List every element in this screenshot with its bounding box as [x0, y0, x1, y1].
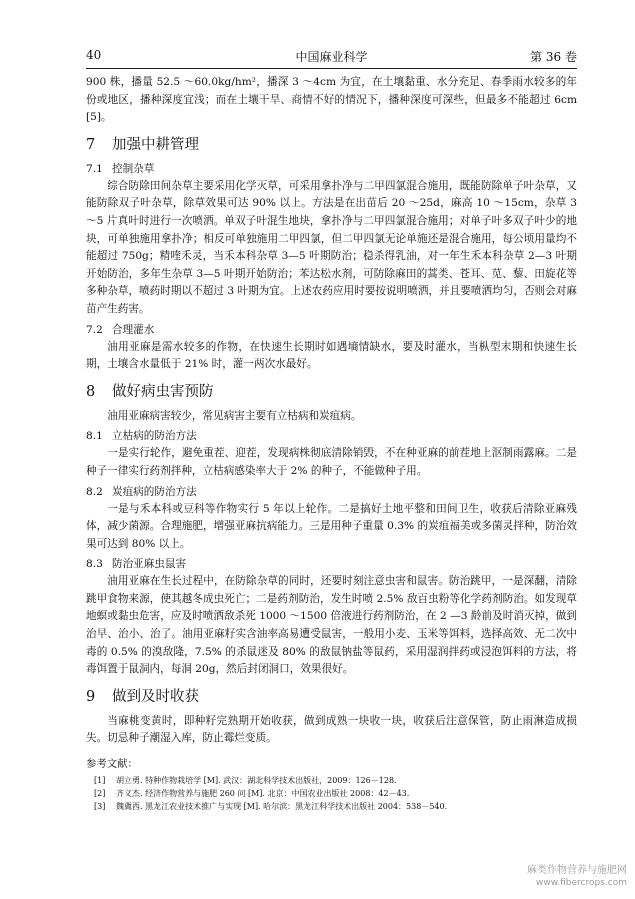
subsection-number: 8.3: [86, 558, 103, 571]
journal-title: 中国麻业科学: [295, 50, 368, 64]
section-title: 加强中耕管理: [112, 136, 199, 153]
subsection-number: 8.2: [86, 485, 103, 498]
references-title: 参考文献：: [86, 758, 138, 771]
reference-number: [3]: [94, 802, 106, 812]
watermark-site-name: 麻类作物营养与施肥网: [527, 865, 627, 876]
references: [86, 756, 577, 813]
body-paragraph: 一是与禾本科或豆科等作物实行 5 年以上轮作。二是搞好土地平整和田间卫生，收获后清除亚麻残体，减少菌源。合理施肥，增强亚麻抗病能力。三是用种子重量 0.3% 的炭疽福美或多菌灵拌种，防治效果可达到 80% 以上。: [86, 502, 577, 550]
subsection-title: 立枯病的防治方法: [112, 430, 197, 443]
section-heading: [86, 687, 577, 707]
body-paragraph: 当麻桃变黄时，即种籽完熟期开始收获，做到成熟一块收一块，收获后注意保管，防止雨淋造成损失。切忌种子潮湿入库，防止霉烂变质。: [86, 714, 577, 745]
reference-item: [86, 774, 577, 787]
volume-label: 第 36 卷: [530, 50, 577, 64]
section-heading: [86, 382, 577, 402]
reference-number: [2]: [94, 789, 106, 799]
body-paragraph: 油用亚麻在生长过程中，在防除杂草的同时，还要时刻注意虫害和鼠害。防治跳甲，一是深翻，清除跳甲食物来源，使其越冬成虫死亡；二是药剂防治，发生时喷 2.5% 敌百虫粉等化学药剂防治。如发现草地螟或黏虫危害，应及时喷洒敌杀死 1000 ～1500 倍液进行药剂防治，在 2 —3 龄前及时消灭掉，做到治早、治小、治了。油用亚麻籽实含油率高易遭受鼠害，一般用小麦、玉米等饵料，选择高效、无二次中毒的 0.5% 的溴敌隆，7.5% 的杀鼠迷及 80% 的敌鼠钠盐等鼠药，采用湿润拌药或浸泡饵料的方法，将毒饵置于鼠洞内，每洞 20g，然后封闭洞口，效果很好。: [86, 575, 577, 676]
subsection-number: 7.1: [86, 162, 103, 175]
section-number: 7: [86, 136, 96, 153]
section-number: 8: [86, 383, 96, 400]
reference-text: 胡立勇. 特种作物栽培学 [M]. 武汉：湖北科学技术出版社，2009：126－128.: [116, 776, 397, 786]
subsection-title: 炭疽病的防治方法: [112, 485, 197, 498]
reference-item: [86, 800, 577, 813]
section-title: 做好病虫害预防: [112, 383, 214, 400]
article-body: [86, 74, 577, 813]
subsection-heading: [86, 322, 577, 338]
reference-text: 齐义杰. 经济作物营养与施肥 260 问 [M]. 北京：中国农业出版社 2008：42－43.: [116, 789, 410, 799]
page-number: 40: [86, 48, 102, 62]
reference-list: [86, 774, 577, 813]
subsection-title: 防治亚麻虫鼠害: [112, 558, 187, 571]
section-title: 做到及时收获: [112, 688, 199, 705]
intro-paragraph: 900 株，播量 52.5 ～60.0kg/hm²，播深 3 ～4cm 为宜，在土壤黏重、水分充足、春季雨水较多的年份或地区，播种深度宜浅；而在土壤干旱、商情不好的情况下，播种深度可深些，但最多不能超过 6cm [5]。: [86, 76, 577, 124]
watermark: [507, 864, 627, 889]
subsection-title: 控制杂草: [112, 162, 155, 175]
subsection-title: 合理灌水: [112, 323, 155, 336]
body-paragraph: 油用亚麻是需水较多的作物，在快速生长期时如遇墒情缺水，要及时灌水，当枞型末期和快速生长期，土壤含水量低于 21% 时，灌一两次水最好。: [86, 340, 577, 371]
reference-item: [86, 787, 577, 800]
body-paragraph: 一是实行轮作，避免重茬、迎茬，发现病株彻底清除销毁，不在种亚麻的前茬地上沤制雨露麻。二是种子一律实行药剂拌种，立枯病感染率大于 2% 的种子，不能做种子用。: [86, 447, 577, 477]
subsection-heading: [86, 161, 577, 177]
body-paragraph: 综合防除田间杂草主要采用化学灭草，可采用拿扑净与二甲四氯混合施用，既能防除单子叶杂草，又能防除双子叶杂草，除草效果可达 90% 以上。方法是在出苗后 20 ～25d，麻高 10 ～15cm，杂草 3 ～5 片真叶时进行一次喷洒。单双子叶混生地块，拿扑净与二甲四氯混合施用；对单子叶多双子叶少的地块，可单独施用拿扑净；相反可单独施用二甲四氯，但二甲四氯无论单施还是混合施用，每公顷用量均不能超过 750g；精喹禾灵，当禾本科杂草 3—5 叶期防治；稳杀得乳油，对一年生禾本科杂草 2—3 叶期开始防治，多年生杂草 3—5 叶期开始防治；苯达松水剂，可防除麻田的蒿类、苍耳、苋、藜、田旋花等多种杂草，喷药时期以不超过 3 叶期为宜。上述农药应用时要按说明喷洒，并且要喷洒均匀，否则会对麻苗产生药害。: [86, 179, 577, 315]
subsection-number: 7.2: [86, 323, 103, 336]
header-rule: [86, 68, 577, 69]
section-number: 9: [86, 688, 96, 705]
watermark-url: www.fibercrops.com: [536, 878, 627, 888]
section-intro: 油用亚麻病害较少，常见病害主要有立枯病和炭疽病。: [107, 409, 362, 422]
reference-text: 魏冀西. 黑龙江农业技术推广与实现 [M]. 哈尔滨：黑龙江科学技术出版社 2004：538－540.: [116, 802, 448, 812]
subsection-heading: [86, 556, 577, 572]
page-header: [86, 48, 577, 66]
subsection-heading: [86, 484, 577, 500]
reference-number: [1]: [94, 776, 106, 786]
subsection-heading: [86, 428, 577, 444]
subsection-number: 8.1: [86, 430, 103, 443]
section-heading: [86, 135, 577, 155]
